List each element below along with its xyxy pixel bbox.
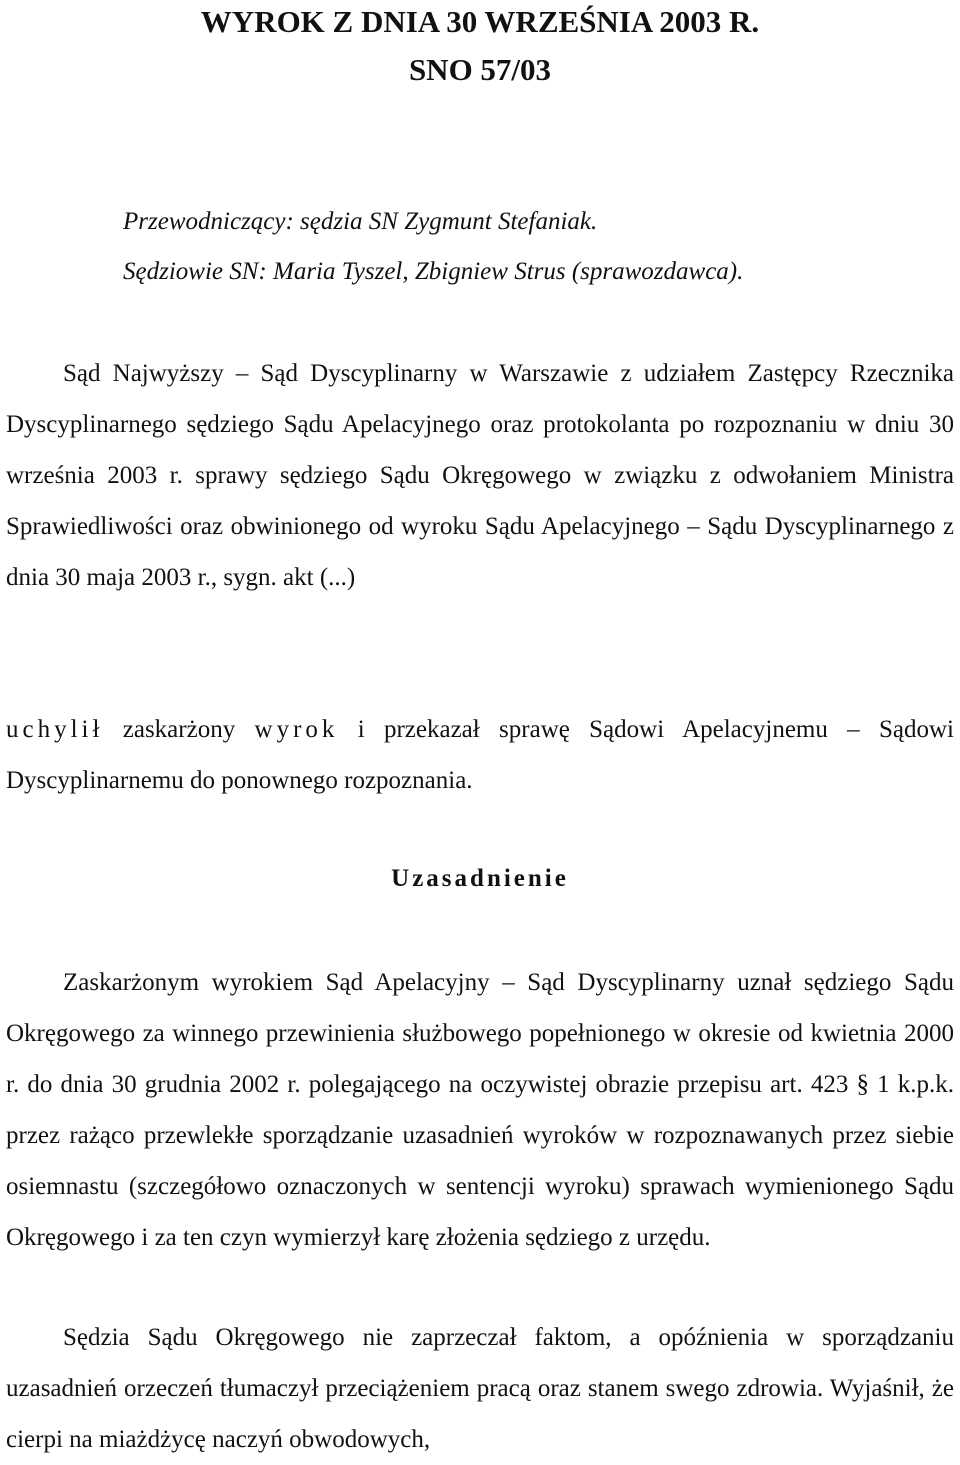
judges-line: Sędziowie SN: Maria Tyszel, Zbigniew Strus (sprawozdawca).: [123, 258, 744, 285]
ruling-verb: uchylił: [6, 716, 104, 743]
presiding-judge-line: Przewodniczący: sędzia SN Zygmunt Stefaniak.: [123, 208, 598, 235]
ruling-text-1: zaskarżony: [103, 716, 255, 743]
ruling-paragraph: [6, 704, 954, 806]
case-signature: SNO 57/03: [408, 52, 552, 87]
reasoning-paragraph-1: Zaskarżonym wyrokiem Sąd Apelacyjny – Sąd Dyscyplinarny uznał sędziego Sądu Okręgowego za winnego przewinienia służbowego popełnionego w okresie od kwietnia 2000 r. do dnia 30 grudnia 2002 r. polegającego na oczywistej obrazie przepisu art. 423 § 1 k.p.k. przez rażąco przewlekłe sporządzanie uzasadnień wyroków w rozpoznawanych przez siebie osiemnastu (szczegółowo oznaczonych w sentencji wyroku) sprawach wymienionego Sądu Okręgowego i za ten czyn wymierzył karę złożenia sędziego z urzędu.: [6, 969, 954, 1251]
judgment-title: WYROK Z DNIA 30 WRZEŚNIA 2003 R.: [200, 4, 760, 39]
reasoning-heading: Uzasadnienie: [391, 865, 569, 892]
intro-paragraph: Sąd Najwyższy – Sąd Dyscyplinarny w Warszawie z udziałem Zastępcy Rzecznika Dyscyplinarnego sędziego Sądu Apelacyjnego oraz protokolanta po rozpoznaniu w dniu 30 września 2003 r. sprawy sędziego Sądu Okręgowego w związku z odwołaniem Ministra Sprawiedliwości oraz obwinionego od wyroku Sądu Apelacyjnego – Sądu Dyscyplinarnego z dnia 30 maja 2003 r., sygn. akt (...): [6, 360, 954, 591]
reasoning-paragraph-2: Sędzia Sądu Okręgowego nie zaprzeczał faktom, a opóźnienia w sporządzaniu uzasadnień orzeczeń tłumaczył przeciążeniem pracą oraz stanem swego zdrowia. Wyjaśnił, że cierpi na miażdżycę naczyń obwodowych,: [6, 1324, 954, 1453]
ruling-text-2: i przekazał sprawę Sądowi Apelacyjnemu – Sądowi Dyscyplinarnemu do ponownego rozpoznania.: [6, 716, 954, 794]
ruling-object: wyrok: [254, 716, 339, 743]
